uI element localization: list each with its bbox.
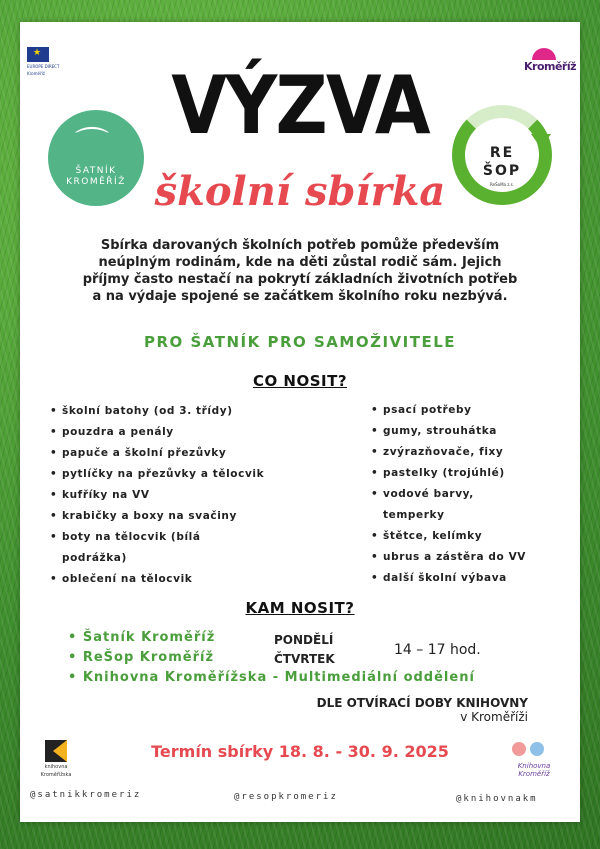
knihovna-logo-line2: Kroměřížska <box>40 772 72 778</box>
opening-days <box>274 631 335 669</box>
list-item: • pastelky (trojúhlé) <box>371 463 571 484</box>
what-list-right <box>371 400 571 589</box>
what-heading: CO NOSIT? <box>252 372 348 390</box>
list-item: • kufříky na VV <box>50 485 320 506</box>
eu-logo-line1: EUROPE DIRECT <box>27 64 60 69</box>
recipient-heading: PRO ŠATNÍK PRO SAMOŽIVITELE <box>143 333 457 351</box>
list-item: • papuče a školní přezůvky <box>50 443 320 464</box>
resop-logo-sub: ReŠoMa z.s. <box>490 182 514 187</box>
social-handle-resop: @resopkromeriz <box>234 792 338 802</box>
library-note-sub: v Kroměříži <box>460 710 528 724</box>
hanger-icon: ⌒ <box>75 125 109 165</box>
child-figure-icon <box>530 742 544 756</box>
collection-term: Termín sbírky 18. 8. - 30. 9. 2025 <box>151 742 449 761</box>
intro-text: Sbírka darovaných školních potřeb pomůže především neúplným rodinám, kde na děti zůstal rodič sám. Jejich příjmy často nestačí na pokrytí základních životních potřeb a na výdaje spojené se začátkem školního roku nezbývá. <box>82 238 518 304</box>
eu-logo-line2: Kroměříž <box>27 71 45 76</box>
library-note-main: DLE OTVÍRACÍ DOBY KNIHOVNY <box>316 696 528 710</box>
list-item: • školní batohy (od 3. třídy) <box>50 401 320 422</box>
library-note <box>220 696 528 724</box>
where-heading: KAM NOSIT? <box>245 599 355 617</box>
resop-logo-line2: ŠOP <box>482 163 522 179</box>
place-satnik: • Šatník Kroměříž <box>68 628 475 648</box>
day-thursday: ČTVRTEK <box>274 652 335 666</box>
knihovna-logo-line1: knihovna <box>44 764 68 770</box>
kids-logo-text: Knihovna Kroměříž <box>517 762 551 778</box>
list-item: • gumy, strouhátka <box>371 421 571 442</box>
resop-logo-line1: RE <box>489 145 515 161</box>
list-item: • další školní výbava <box>371 568 571 589</box>
list-item: • oblečení na tělocvik <box>50 569 320 590</box>
satnik-logo-line1: ŠATNÍK <box>75 166 117 176</box>
child-figure-icon <box>512 742 526 756</box>
list-item: • krabičky a boxy na svačiny <box>50 506 320 527</box>
list-item: • pouzdra a penály <box>50 422 320 443</box>
list-item: • psací potřeby <box>371 400 571 421</box>
poster <box>20 22 580 822</box>
social-handle-knihovna: @knihovnakm <box>456 794 538 804</box>
what-list-left <box>50 401 320 590</box>
place-list <box>68 628 475 688</box>
social-handle-satnik: @satnikkromeriz <box>30 790 142 800</box>
list-item: • boty na tělocvik (bílá podrážka) <box>50 527 232 569</box>
place-resop: • ReŠop Kroměříž <box>68 648 475 668</box>
eu-flag-icon <box>27 47 49 62</box>
day-monday: PONDĚLÍ <box>274 633 334 647</box>
satnik-logo-line2: KROMĚŘÍŽ <box>66 177 126 187</box>
list-item: • vodové barvy, temperky <box>371 484 523 526</box>
heart-icon <box>532 48 556 60</box>
list-item: • zvýrazňovače, fixy <box>371 442 571 463</box>
page-subtitle: školní sbírka <box>154 168 446 215</box>
kids-library-logo <box>506 740 562 782</box>
opening-hours: 14 – 17 hod. <box>394 642 481 658</box>
place-knihovna: • Knihovna Kroměřížska - Multimediální oddělení <box>68 668 475 688</box>
page-title: VÝZVA <box>171 59 429 152</box>
list-item: • pytlíčky na přezůvky a tělocvik <box>50 464 320 485</box>
list-item: • ubrus a zástěra do VV <box>371 547 571 568</box>
city-logo-text: Kroměříž <box>524 60 577 73</box>
list-item: • štětce, kelímky <box>371 526 571 547</box>
